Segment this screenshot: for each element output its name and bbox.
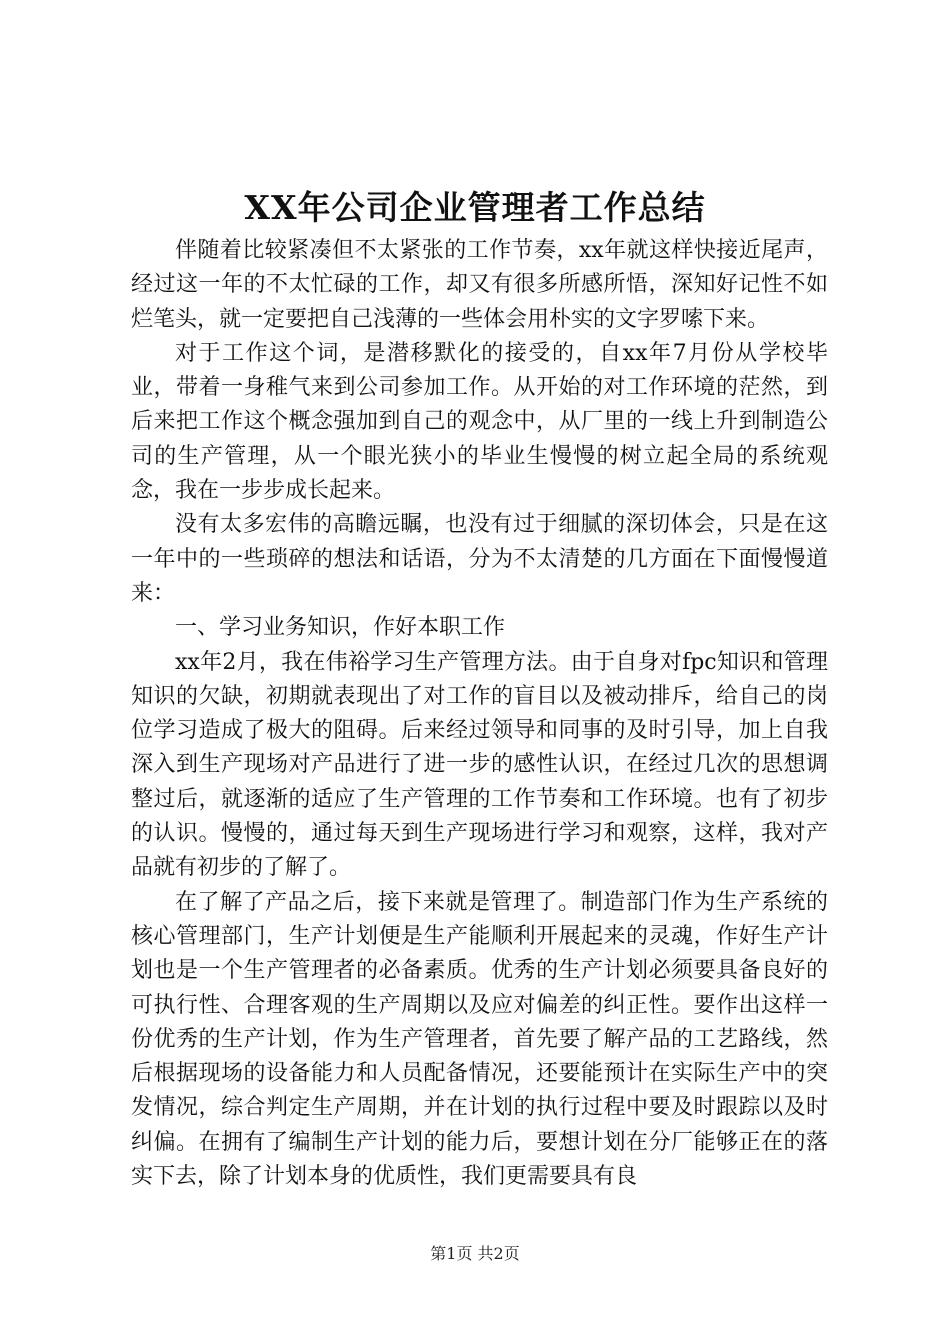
paragraph-5: 在了解了产品之后，接下来就是管理了。制造部门作为生产系统的核心管理部门，生产计划便是生产能顺利开展起来的灵魂，作好生产计划也是一个生产管理者的必备素质。优秀的生产计划必须要具备良好的可执行性、合理客观的生产周期以及应对偏差的纠正性。要作出这样一份优秀的生产计划，作为生产管理者，首先要了解产品的工艺路线，然后根据现场的设备能力和人员配备情况，还要能预计在实际生产中的突发情况，综合判定生产周期，并在计划的执行过程中要及时跟踪以及时纠偏。在拥有了编制生产计划的能力后，要想计划在分厂能够正在的落实下去，除了计划本身的优质性，我们更需要具有良 [131,889,828,1190]
section-heading-1: 一、学习业务知识，作好本职工作 [175,615,506,641]
paragraph-4: xx年2月，我在伟裕学习生产管理方法。由于自身对fpc知识和管理知识的欠缺，初期就表现出了对工作的盲目以及被动排斥，给自己的岗位学习造成了极大的阻碍。后来经过领导和同事的及时引导，加上自我深入到生产现场对产品进行了进一步的感性认识，在经过几次的思想调整过后，就逐渐的适应了生产管理的工作节奏和工作环境。也有了初步的认识。慢慢的，通过每天到生产现场进行学习和观察，这样，我对产品就有初步的了解了。 [131,649,828,881]
page-number: 第1页 共2页 [430,1244,520,1263]
page-footer [0,1242,950,1266]
paragraph-1: 伴随着比较紧凑但不太紧张的工作节奏，xx年就这样快接近尾声，经过这一年的不太忙碌的工作，却又有很多所感所悟，深知好记性不如烂笔头，就一定要把自己浅薄的一些体会用朴实的文字罗嗦下来。 [131,238,828,332]
document-body [131,234,828,1194]
document-title: XX年公司企业管理者工作总结 [244,188,706,227]
paragraph-2: 对于工作这个词，是潜移默化的接受的，自xx年7月份从学校毕业，带着一身稚气来到公司参加工作。从开始的对工作环境的茫然，到后来把工作这个概念强加到自己的观念中，从厂里的一线上升到制造公司的生产管理，从一个眼光狭小的毕业生慢慢的树立起全局的系统观念，我在一步步成长起来。 [131,340,828,504]
paragraph-3: 没有太多宏伟的高瞻远瞩，也没有过于细腻的深切体会，只是在这一年中的一些琐碎的想法和话语，分为不太清楚的几方面在下面慢慢道来： [131,512,828,606]
